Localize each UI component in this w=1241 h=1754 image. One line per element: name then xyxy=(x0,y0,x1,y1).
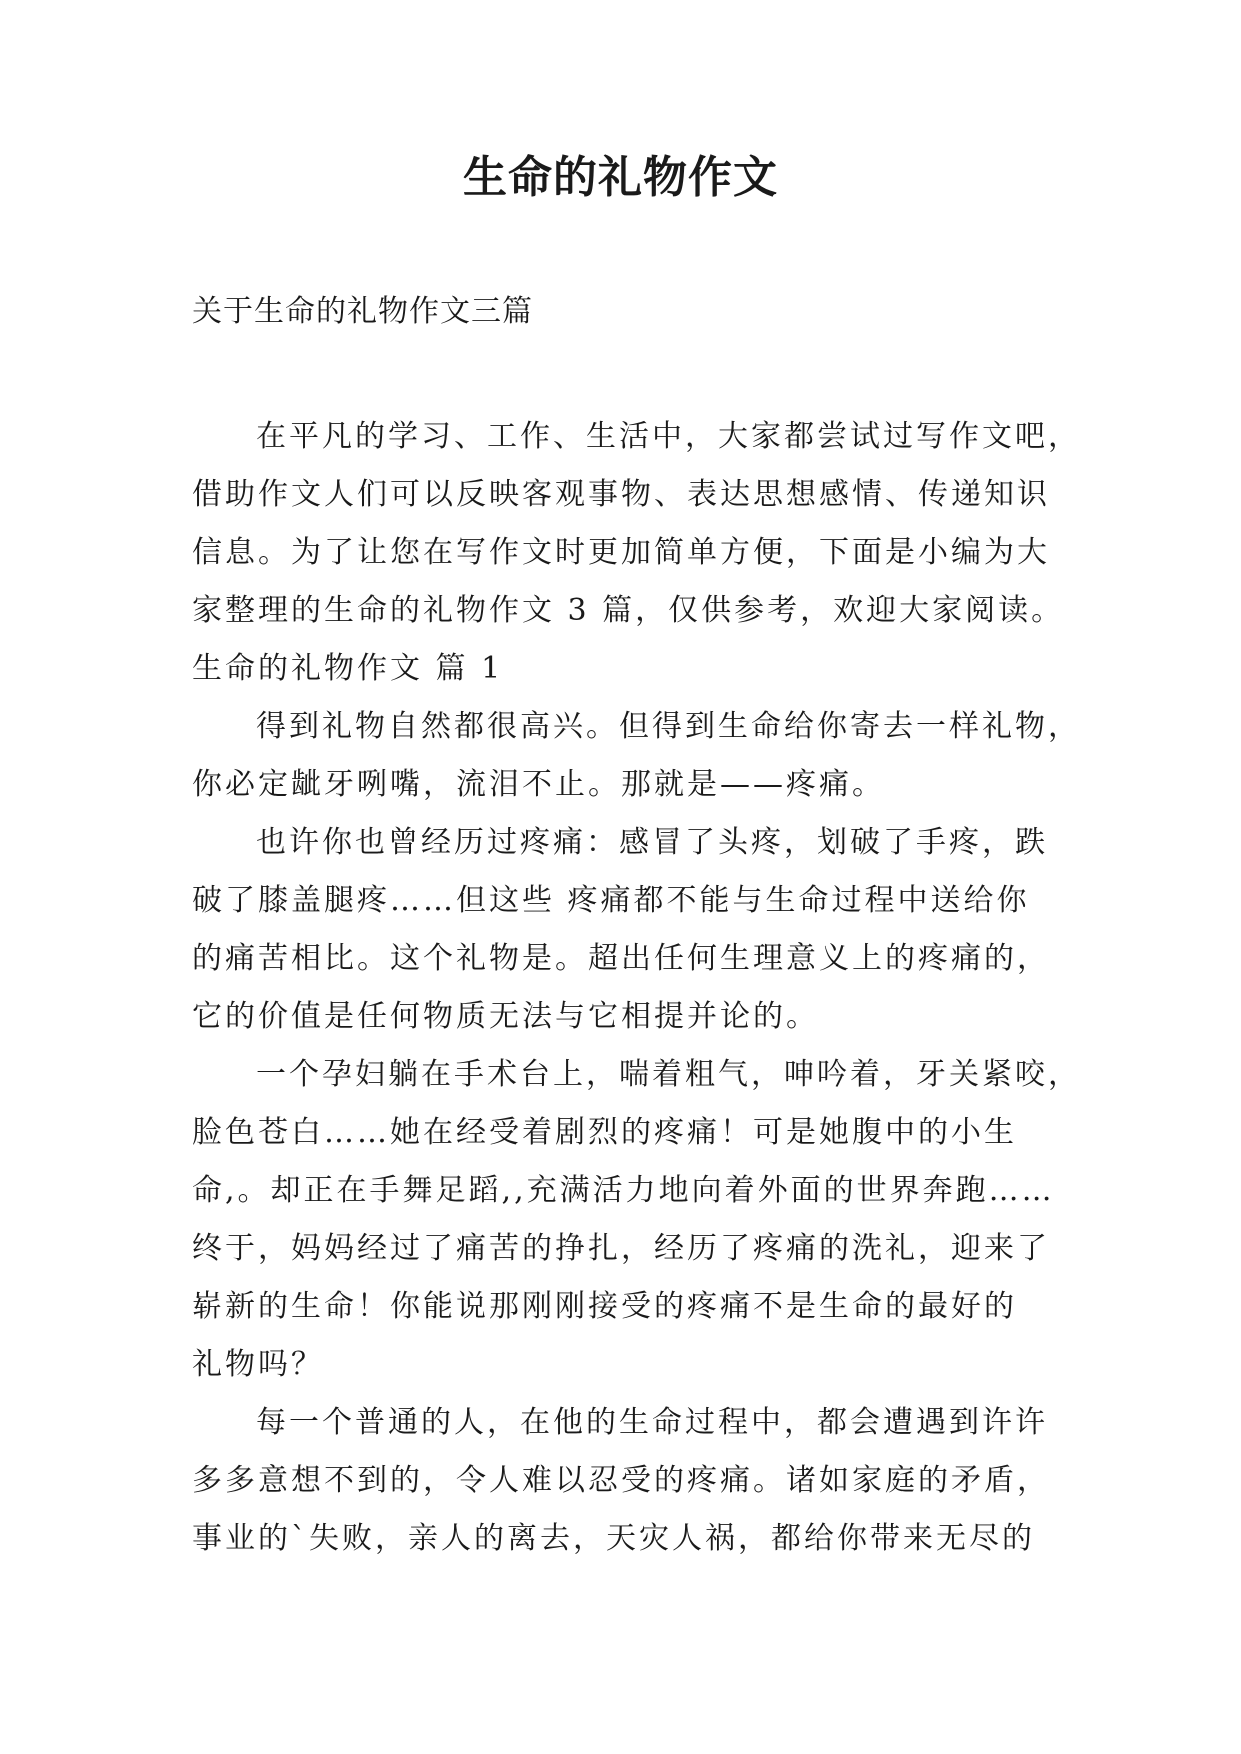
document-body xyxy=(192,408,1081,1568)
document-subtitle: 关于生命的礼物作文三篇 xyxy=(192,294,533,329)
section-heading: 生命的礼物作文 篇 1 xyxy=(192,651,504,686)
text-line: 你必定龇牙咧嘴，流泪不止。那就是——疼痛。 xyxy=(192,767,885,802)
text-line: 命,。却正在手舞足蹈,,充满活力地向着外面的世界奔跑…… xyxy=(192,1173,1055,1208)
text-line: 每一个普通的人，在他的生命过程中，都会遭遇到许许 xyxy=(256,1405,1048,1440)
text-line: 得到礼物自然都很高兴。但得到生命给你寄去一样礼物， xyxy=(256,709,1081,744)
text-line: 事业的`失败，亲人的离去，天灾人祸，都给你带来无尽的 xyxy=(192,1521,1035,1556)
text-line: 一个孕妇躺在手术台上，喘着粗气，呻吟着，牙关紧咬， xyxy=(256,1057,1081,1092)
text-line: 的痛苦相比。这个礼物是。超出任何生理意义上的疼痛的， xyxy=(192,941,1050,976)
text-line: 脸色苍白……她在经受着剧烈的疼痛！可是她腹中的小生 xyxy=(192,1115,1017,1150)
text-line: 多多意想不到的，令人难以忍受的疼痛。诸如家庭的矛盾， xyxy=(192,1463,1050,1498)
text-line: 破了膝盖腿疼……但这些 疼痛都不能与生命过程中送给你 xyxy=(192,883,1030,918)
text-line: 崭新的生命！你能说那刚刚接受的疼痛不是生命的最好的 xyxy=(192,1289,1017,1324)
text-line: 也许你也曾经历过疼痛：感冒了头疼，划破了手疼，跌 xyxy=(256,825,1048,860)
document-title: 生命的礼物作文 xyxy=(463,152,778,203)
text-line: 借助作文人们可以反映客观事物、表达思想感情、传递知识 xyxy=(192,477,1050,512)
text-line: 终于，妈妈经过了痛苦的挣扎，经历了疼痛的洗礼，迎来了 xyxy=(192,1231,1050,1266)
text-line: 家整理的生命的礼物作文 3 篇，仅供参考，欢迎大家阅读。 xyxy=(192,593,1065,628)
text-line: 在平凡的学习、工作、生活中，大家都尝试过写作文吧， xyxy=(256,419,1081,454)
text-line: 它的价值是任何物质无法与它相提并论的。 xyxy=(192,999,819,1034)
text-line: 信息。为了让您在写作文时更加简单方便，下面是小编为大 xyxy=(192,535,1050,570)
text-line: 礼物吗？ xyxy=(192,1347,324,1382)
